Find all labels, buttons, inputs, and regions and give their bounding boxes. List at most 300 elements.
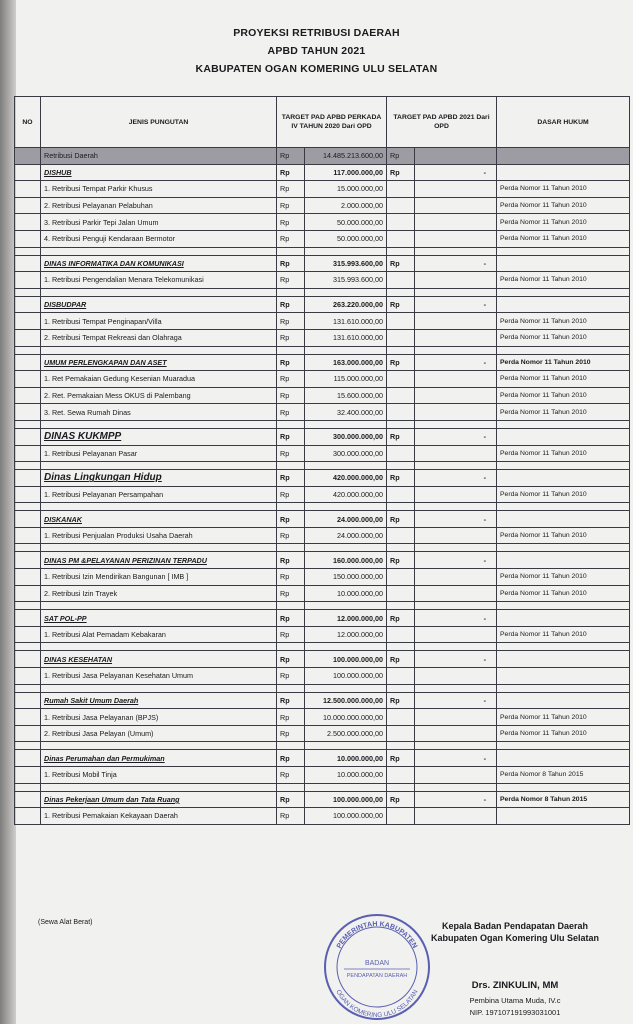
rp-2020-cell: Rp (277, 354, 305, 371)
target-2021-cell (415, 767, 497, 784)
spacer-cell (497, 247, 630, 255)
rp-2021-cell (387, 329, 415, 346)
dasar-hukum-cell: Perda Nomor 11 Tahun 2010 (497, 371, 630, 388)
no-cell (15, 651, 41, 668)
target-2021-cell (415, 329, 497, 346)
target-2020-cell: 10.000.000,00 (305, 750, 387, 767)
rp-2021-cell (387, 230, 415, 247)
target-2021-cell (415, 181, 497, 198)
dasar-hukum-cell (497, 148, 630, 165)
name-cell: DISHUB (41, 164, 277, 181)
section-row (15, 148, 630, 165)
spacer-cell (41, 783, 277, 791)
dasar-hukum-cell: Perda Nomor 11 Tahun 2010 (497, 725, 630, 742)
spacer-cell (15, 462, 41, 470)
dasar-hukum-cell (497, 511, 630, 528)
target-2021-cell: - (415, 255, 497, 272)
footnote: (Sewa Alat Berat) (38, 919, 93, 926)
no-cell (15, 709, 41, 726)
rp-2020-cell: Rp (277, 428, 305, 445)
rp-2021-cell (387, 272, 415, 289)
target-2020-cell: 163.000.000,00 (305, 354, 387, 371)
name-cell: Dinas Pekerjaan Umum dan Tata Ruang (41, 791, 277, 808)
name-cell: 1. Ret Pemakaian Gedung Kesenian Muaradua (41, 371, 277, 388)
spacer-cell (415, 742, 497, 750)
rp-2020-cell: Rp (277, 692, 305, 709)
no-cell (15, 428, 41, 445)
no-cell (15, 445, 41, 462)
rp-2021-cell (387, 725, 415, 742)
target-2021-cell (415, 626, 497, 643)
target-2020-cell: 131.610.000,00 (305, 313, 387, 330)
table-row (15, 626, 630, 643)
spacer-cell (41, 462, 277, 470)
spacer-cell (305, 643, 387, 651)
target-2021-cell: - (415, 692, 497, 709)
signatory-rank: Pembina Utama Muda, IV.c (469, 996, 561, 1005)
section-row (15, 428, 630, 445)
spacer-cell (415, 602, 497, 610)
name-cell: DISKANAK (41, 511, 277, 528)
target-2020-cell: 10.000.000,00 (305, 585, 387, 602)
rp-2020-cell: Rp (277, 445, 305, 462)
spacer-cell (415, 346, 497, 354)
rp-2021-cell (387, 486, 415, 503)
rp-2021-cell (387, 808, 415, 825)
name-cell: 1. Retribusi Pengendalian Menara Telekomunikasi (41, 272, 277, 289)
no-cell (15, 692, 41, 709)
rp-2020-cell: Rp (277, 470, 305, 487)
section-row (15, 750, 630, 767)
table-row (15, 668, 630, 685)
spacer-row (15, 503, 630, 511)
table-body (15, 148, 630, 825)
section-row (15, 692, 630, 709)
rp-2021-cell (387, 404, 415, 421)
target-2021-cell: - (415, 296, 497, 313)
spacer-cell (415, 288, 497, 296)
no-cell (15, 668, 41, 685)
target-2020-cell: 24.000.000,00 (305, 511, 387, 528)
spacer-row (15, 783, 630, 791)
rp-2021-cell (387, 585, 415, 602)
no-cell (15, 404, 41, 421)
spacer-row (15, 544, 630, 552)
rp-2021-cell (387, 214, 415, 231)
spacer-cell (15, 420, 41, 428)
dasar-hukum-cell: Perda Nomor 11 Tahun 2010 (497, 404, 630, 421)
target-2020-cell: 12.500.000.000,00 (305, 692, 387, 709)
rp-2021-cell (387, 181, 415, 198)
spacer-cell (41, 420, 277, 428)
signature-block (405, 920, 625, 944)
no-cell (15, 767, 41, 784)
name-cell: 1. Retribusi Pelayanan Pasar (41, 445, 277, 462)
target-2021-cell (415, 445, 497, 462)
spacer-cell (277, 420, 305, 428)
signatory-name: Drs. ZINKULIN, MM (471, 980, 559, 991)
rp-2021-cell (387, 709, 415, 726)
rp-2021-cell (387, 371, 415, 388)
name-cell: 1. Retribusi Tempat Parkir Khusus (41, 181, 277, 198)
rp-2020-cell: Rp (277, 197, 305, 214)
dasar-hukum-cell: Perda Nomor 11 Tahun 2010 (497, 272, 630, 289)
dasar-hukum-cell: Perda Nomor 11 Tahun 2010 (497, 569, 630, 586)
no-cell (15, 511, 41, 528)
target-2020-cell: 24.000.000,00 (305, 527, 387, 544)
rp-2020-cell: Rp (277, 230, 305, 247)
table-header-row (15, 97, 630, 148)
spacer-row (15, 288, 630, 296)
target-2021-cell: - (415, 552, 497, 569)
spacer-cell (415, 684, 497, 692)
name-cell: 2. Retribusi Pelayanan Pelabuhan (41, 197, 277, 214)
table-row (15, 329, 630, 346)
spacer-cell (277, 783, 305, 791)
rp-2021-cell: Rp (387, 791, 415, 808)
rp-2020-cell: Rp (277, 296, 305, 313)
spacer-cell (387, 462, 415, 470)
spacer-cell (41, 247, 277, 255)
target-2020-cell: 300.000.000,00 (305, 428, 387, 445)
rp-2020-cell: Rp (277, 569, 305, 586)
spacer-cell (15, 247, 41, 255)
rp-2020-cell: Rp (277, 791, 305, 808)
spacer-cell (277, 544, 305, 552)
target-2020-cell: 420.000.000,00 (305, 486, 387, 503)
dasar-hukum-cell (497, 651, 630, 668)
dasar-hukum-cell (497, 164, 630, 181)
spacer-cell (41, 346, 277, 354)
table-row (15, 272, 630, 289)
rp-2020-cell: Rp (277, 651, 305, 668)
no-cell (15, 552, 41, 569)
dasar-hukum-cell: Perda Nomor 11 Tahun 2010 (497, 445, 630, 462)
spacer-cell (277, 346, 305, 354)
spacer-cell (497, 684, 630, 692)
rp-2020-cell: Rp (277, 272, 305, 289)
col-jenis-header: JENIS PUNGUTAN (41, 97, 277, 148)
rp-2020-cell: Rp (277, 181, 305, 198)
rp-2021-cell: Rp (387, 148, 415, 165)
spacer-cell (41, 602, 277, 610)
table-row (15, 230, 630, 247)
rp-2021-cell (387, 313, 415, 330)
target-2021-cell: - (415, 428, 497, 445)
no-cell (15, 164, 41, 181)
no-cell (15, 214, 41, 231)
name-cell: 1. Retribusi Izin Mendirikan Bangunan [ IMB ] (41, 569, 277, 586)
dasar-hukum-cell: Perda Nomor 11 Tahun 2010 (497, 527, 630, 544)
spacer-row (15, 643, 630, 651)
name-cell: Retribusi Daerah (41, 148, 277, 165)
rp-2021-cell: Rp (387, 511, 415, 528)
name-cell: 3. Ret. Sewa Rumah Dinas (41, 404, 277, 421)
rp-2020-cell: Rp (277, 511, 305, 528)
rp-2021-cell (387, 767, 415, 784)
spacer-cell (387, 544, 415, 552)
rp-2021-cell: Rp (387, 255, 415, 272)
name-cell: 1. Retribusi Pelayanan Persampahan (41, 486, 277, 503)
spacer-cell (387, 346, 415, 354)
dasar-hukum-cell (497, 470, 630, 487)
dasar-hukum-cell: Perda Nomor 11 Tahun 2010 (497, 626, 630, 643)
spacer-cell (387, 783, 415, 791)
spacer-cell (497, 544, 630, 552)
target-2020-cell: 300.000.000,00 (305, 445, 387, 462)
title-line-1: PROYEKSI RETRIBUSI DAERAH (233, 27, 400, 39)
rp-2021-cell: Rp (387, 651, 415, 668)
target-2020-cell: 315.993.600,00 (305, 255, 387, 272)
spacer-cell (497, 288, 630, 296)
table-row (15, 197, 630, 214)
rp-2021-cell (387, 387, 415, 404)
spacer-cell (305, 602, 387, 610)
target-2020-cell: 150.000.000,00 (305, 569, 387, 586)
spacer-cell (415, 247, 497, 255)
name-cell: DINAS KESEHATAN (41, 651, 277, 668)
section-row (15, 164, 630, 181)
table-row (15, 527, 630, 544)
name-cell: DISBUDPAR (41, 296, 277, 313)
no-cell (15, 626, 41, 643)
no-cell (15, 585, 41, 602)
rp-2020-cell: Rp (277, 371, 305, 388)
target-2021-cell (415, 585, 497, 602)
name-cell: DINAS INFORMATIKA DAN KOMUNIKASI (41, 255, 277, 272)
table-row (15, 808, 630, 825)
rp-2021-cell (387, 527, 415, 544)
section-row (15, 255, 630, 272)
rp-2020-cell: Rp (277, 486, 305, 503)
spacer-cell (15, 643, 41, 651)
dasar-hukum-cell: Perda Nomor 8 Tahun 2015 (497, 791, 630, 808)
table-row (15, 181, 630, 198)
target-2020-cell: 100.000.000,00 (305, 668, 387, 685)
name-cell: 1. Retribusi Jasa Pelayanan Kesehatan Umum (41, 668, 277, 685)
target-2021-cell (415, 214, 497, 231)
spacer-row (15, 420, 630, 428)
no-cell (15, 255, 41, 272)
spacer-cell (497, 346, 630, 354)
target-2021-cell (415, 313, 497, 330)
name-cell: Dinas Lingkungan Hidup (41, 470, 277, 487)
rp-2020-cell: Rp (277, 404, 305, 421)
dasar-hukum-cell: Perda Nomor 11 Tahun 2010 (497, 181, 630, 198)
spacer-cell (277, 742, 305, 750)
dasar-hukum-cell: Perda Nomor 11 Tahun 2010 (497, 197, 630, 214)
spacer-cell (15, 544, 41, 552)
rp-2020-cell: Rp (277, 585, 305, 602)
table-row (15, 387, 630, 404)
target-2021-cell: - (415, 470, 497, 487)
table-row (15, 767, 630, 784)
rp-2020-cell: Rp (277, 148, 305, 165)
spacer-cell (277, 684, 305, 692)
target-2021-cell (415, 272, 497, 289)
target-2020-cell: 15.000.000,00 (305, 181, 387, 198)
rp-2021-cell: Rp (387, 428, 415, 445)
spacer-cell (15, 346, 41, 354)
spacer-row (15, 346, 630, 354)
target-2020-cell: 2.000.000,00 (305, 197, 387, 214)
spacer-cell (497, 742, 630, 750)
name-cell: 1. Retribusi Alat Pemadam Kebakaran (41, 626, 277, 643)
spacer-cell (41, 503, 277, 511)
name-cell: 1. Retribusi Penjualan Produksi Usaha Daerah (41, 527, 277, 544)
target-2021-cell (415, 371, 497, 388)
no-cell (15, 197, 41, 214)
target-2020-cell: 2.500.000.000,00 (305, 725, 387, 742)
section-row (15, 791, 630, 808)
spacer-cell (15, 288, 41, 296)
target-2020-cell: 100.000.000,00 (305, 791, 387, 808)
target-2020-cell: 15.600.000,00 (305, 387, 387, 404)
target-2021-cell: - (415, 610, 497, 627)
dasar-hukum-cell (497, 255, 630, 272)
col-target-2020-header: TARGET PAD APBD PERKADA IV TAHUN 2020 Dari OPD (277, 97, 387, 148)
no-cell (15, 354, 41, 371)
target-2021-cell (415, 197, 497, 214)
target-2020-cell: 50.000.000,00 (305, 214, 387, 231)
spacer-cell (277, 462, 305, 470)
dasar-hukum-cell: Perda Nomor 11 Tahun 2010 (497, 313, 630, 330)
retribution-table (14, 96, 630, 825)
rp-2020-cell: Rp (277, 313, 305, 330)
spacer-cell (305, 420, 387, 428)
target-2020-cell: 10.000.000.000,00 (305, 709, 387, 726)
spacer-cell (415, 420, 497, 428)
spacer-cell (387, 503, 415, 511)
spacer-cell (277, 247, 305, 255)
no-cell (15, 296, 41, 313)
col-target-2021-header: TARGET PAD APBD 2021 Dari OPD (387, 97, 497, 148)
spacer-cell (415, 643, 497, 651)
target-2020-cell: 263.220.000,00 (305, 296, 387, 313)
spacer-row (15, 684, 630, 692)
spacer-cell (415, 783, 497, 791)
rp-2021-cell: Rp (387, 750, 415, 767)
target-2020-cell: 10.000.000,00 (305, 767, 387, 784)
stamp-middle-2: PENDAPATAN DAERAH (346, 973, 408, 979)
spacer-cell (41, 288, 277, 296)
spacer-cell (387, 602, 415, 610)
spacer-cell (305, 684, 387, 692)
rp-2020-cell: Rp (277, 725, 305, 742)
spacer-cell (497, 462, 630, 470)
stamp-top-text: PEMERINTAH KABUPATEN (335, 920, 419, 950)
dasar-hukum-cell (497, 750, 630, 767)
rp-2021-cell (387, 445, 415, 462)
dasar-hukum-cell: Perda Nomor 11 Tahun 2010 (497, 709, 630, 726)
spacer-cell (497, 420, 630, 428)
name-cell: 2. Retribusi Tempat Rekreasi dan Olahraga (41, 329, 277, 346)
spacer-cell (387, 288, 415, 296)
dasar-hukum-cell: Perda Nomor 11 Tahun 2010 (497, 354, 630, 371)
table-row (15, 486, 630, 503)
target-2021-cell (415, 808, 497, 825)
rp-2021-cell: Rp (387, 692, 415, 709)
name-cell: 1. Retribusi Mobil Tinja (41, 767, 277, 784)
name-cell: Dinas Perumahan dan Permukiman (41, 750, 277, 767)
name-cell: UMUM PERLENGKAPAN DAN ASET (41, 354, 277, 371)
name-cell: 4. Retribusi Penguji Kendaraan Bermotor (41, 230, 277, 247)
target-2021-cell: - (415, 354, 497, 371)
dasar-hukum-cell: Perda Nomor 11 Tahun 2010 (497, 387, 630, 404)
rp-2020-cell: Rp (277, 767, 305, 784)
spacer-cell (15, 742, 41, 750)
rp-2020-cell: Rp (277, 709, 305, 726)
spacer-cell (415, 503, 497, 511)
rp-2021-cell: Rp (387, 164, 415, 181)
dasar-hukum-cell: Perda Nomor 11 Tahun 2010 (497, 230, 630, 247)
rp-2020-cell: Rp (277, 750, 305, 767)
table-row (15, 313, 630, 330)
no-cell (15, 527, 41, 544)
spacer-cell (387, 643, 415, 651)
table-row (15, 404, 630, 421)
stamp-bottom-text: OGAN KOMERING ULU SELATAN (334, 988, 420, 1020)
section-row (15, 354, 630, 371)
no-cell (15, 148, 41, 165)
rp-2020-cell: Rp (277, 626, 305, 643)
spacer-cell (15, 503, 41, 511)
no-cell (15, 230, 41, 247)
table-row (15, 569, 630, 586)
col-no-header: NO (15, 97, 41, 148)
target-2020-cell: 32.400.000,00 (305, 404, 387, 421)
name-cell: 1. Retribusi Jasa Pelayanan (BPJS) (41, 709, 277, 726)
spacer-cell (305, 783, 387, 791)
spacer-cell (305, 462, 387, 470)
spacer-row (15, 602, 630, 610)
rp-2020-cell: Rp (277, 552, 305, 569)
title-line-2: APBD TAHUN 2021 (267, 45, 366, 57)
spacer-row (15, 462, 630, 470)
section-row (15, 552, 630, 569)
target-2021-cell (415, 404, 497, 421)
target-2021-cell (415, 387, 497, 404)
rp-2020-cell: Rp (277, 255, 305, 272)
no-cell (15, 313, 41, 330)
section-row (15, 470, 630, 487)
target-2020-cell: 131.610.000,00 (305, 329, 387, 346)
rp-2020-cell: Rp (277, 329, 305, 346)
spacer-cell (15, 602, 41, 610)
spacer-cell (305, 346, 387, 354)
no-cell (15, 371, 41, 388)
signatory-nip: NIP. 197107191993031001 (469, 1008, 561, 1017)
target-2020-cell: 117.000.000,00 (305, 164, 387, 181)
dasar-hukum-cell (497, 296, 630, 313)
no-cell (15, 750, 41, 767)
spacer-cell (497, 503, 630, 511)
spacer-cell (497, 602, 630, 610)
spacer-cell (15, 783, 41, 791)
target-2021-cell (415, 527, 497, 544)
name-cell: 1. Retribusi Tempat Penginapan/Villa (41, 313, 277, 330)
table-row (15, 709, 630, 726)
rp-2020-cell: Rp (277, 808, 305, 825)
spacer-cell (387, 684, 415, 692)
dasar-hukum-cell (497, 808, 630, 825)
stamp-middle-1: BADAN (364, 960, 390, 967)
spacer-cell (277, 288, 305, 296)
spacer-cell (41, 643, 277, 651)
name-cell: DINAS PM &PELAYANAN PERIZINAN TERPADU (41, 552, 277, 569)
spacer-row (15, 247, 630, 255)
target-2021-cell: - (415, 651, 497, 668)
